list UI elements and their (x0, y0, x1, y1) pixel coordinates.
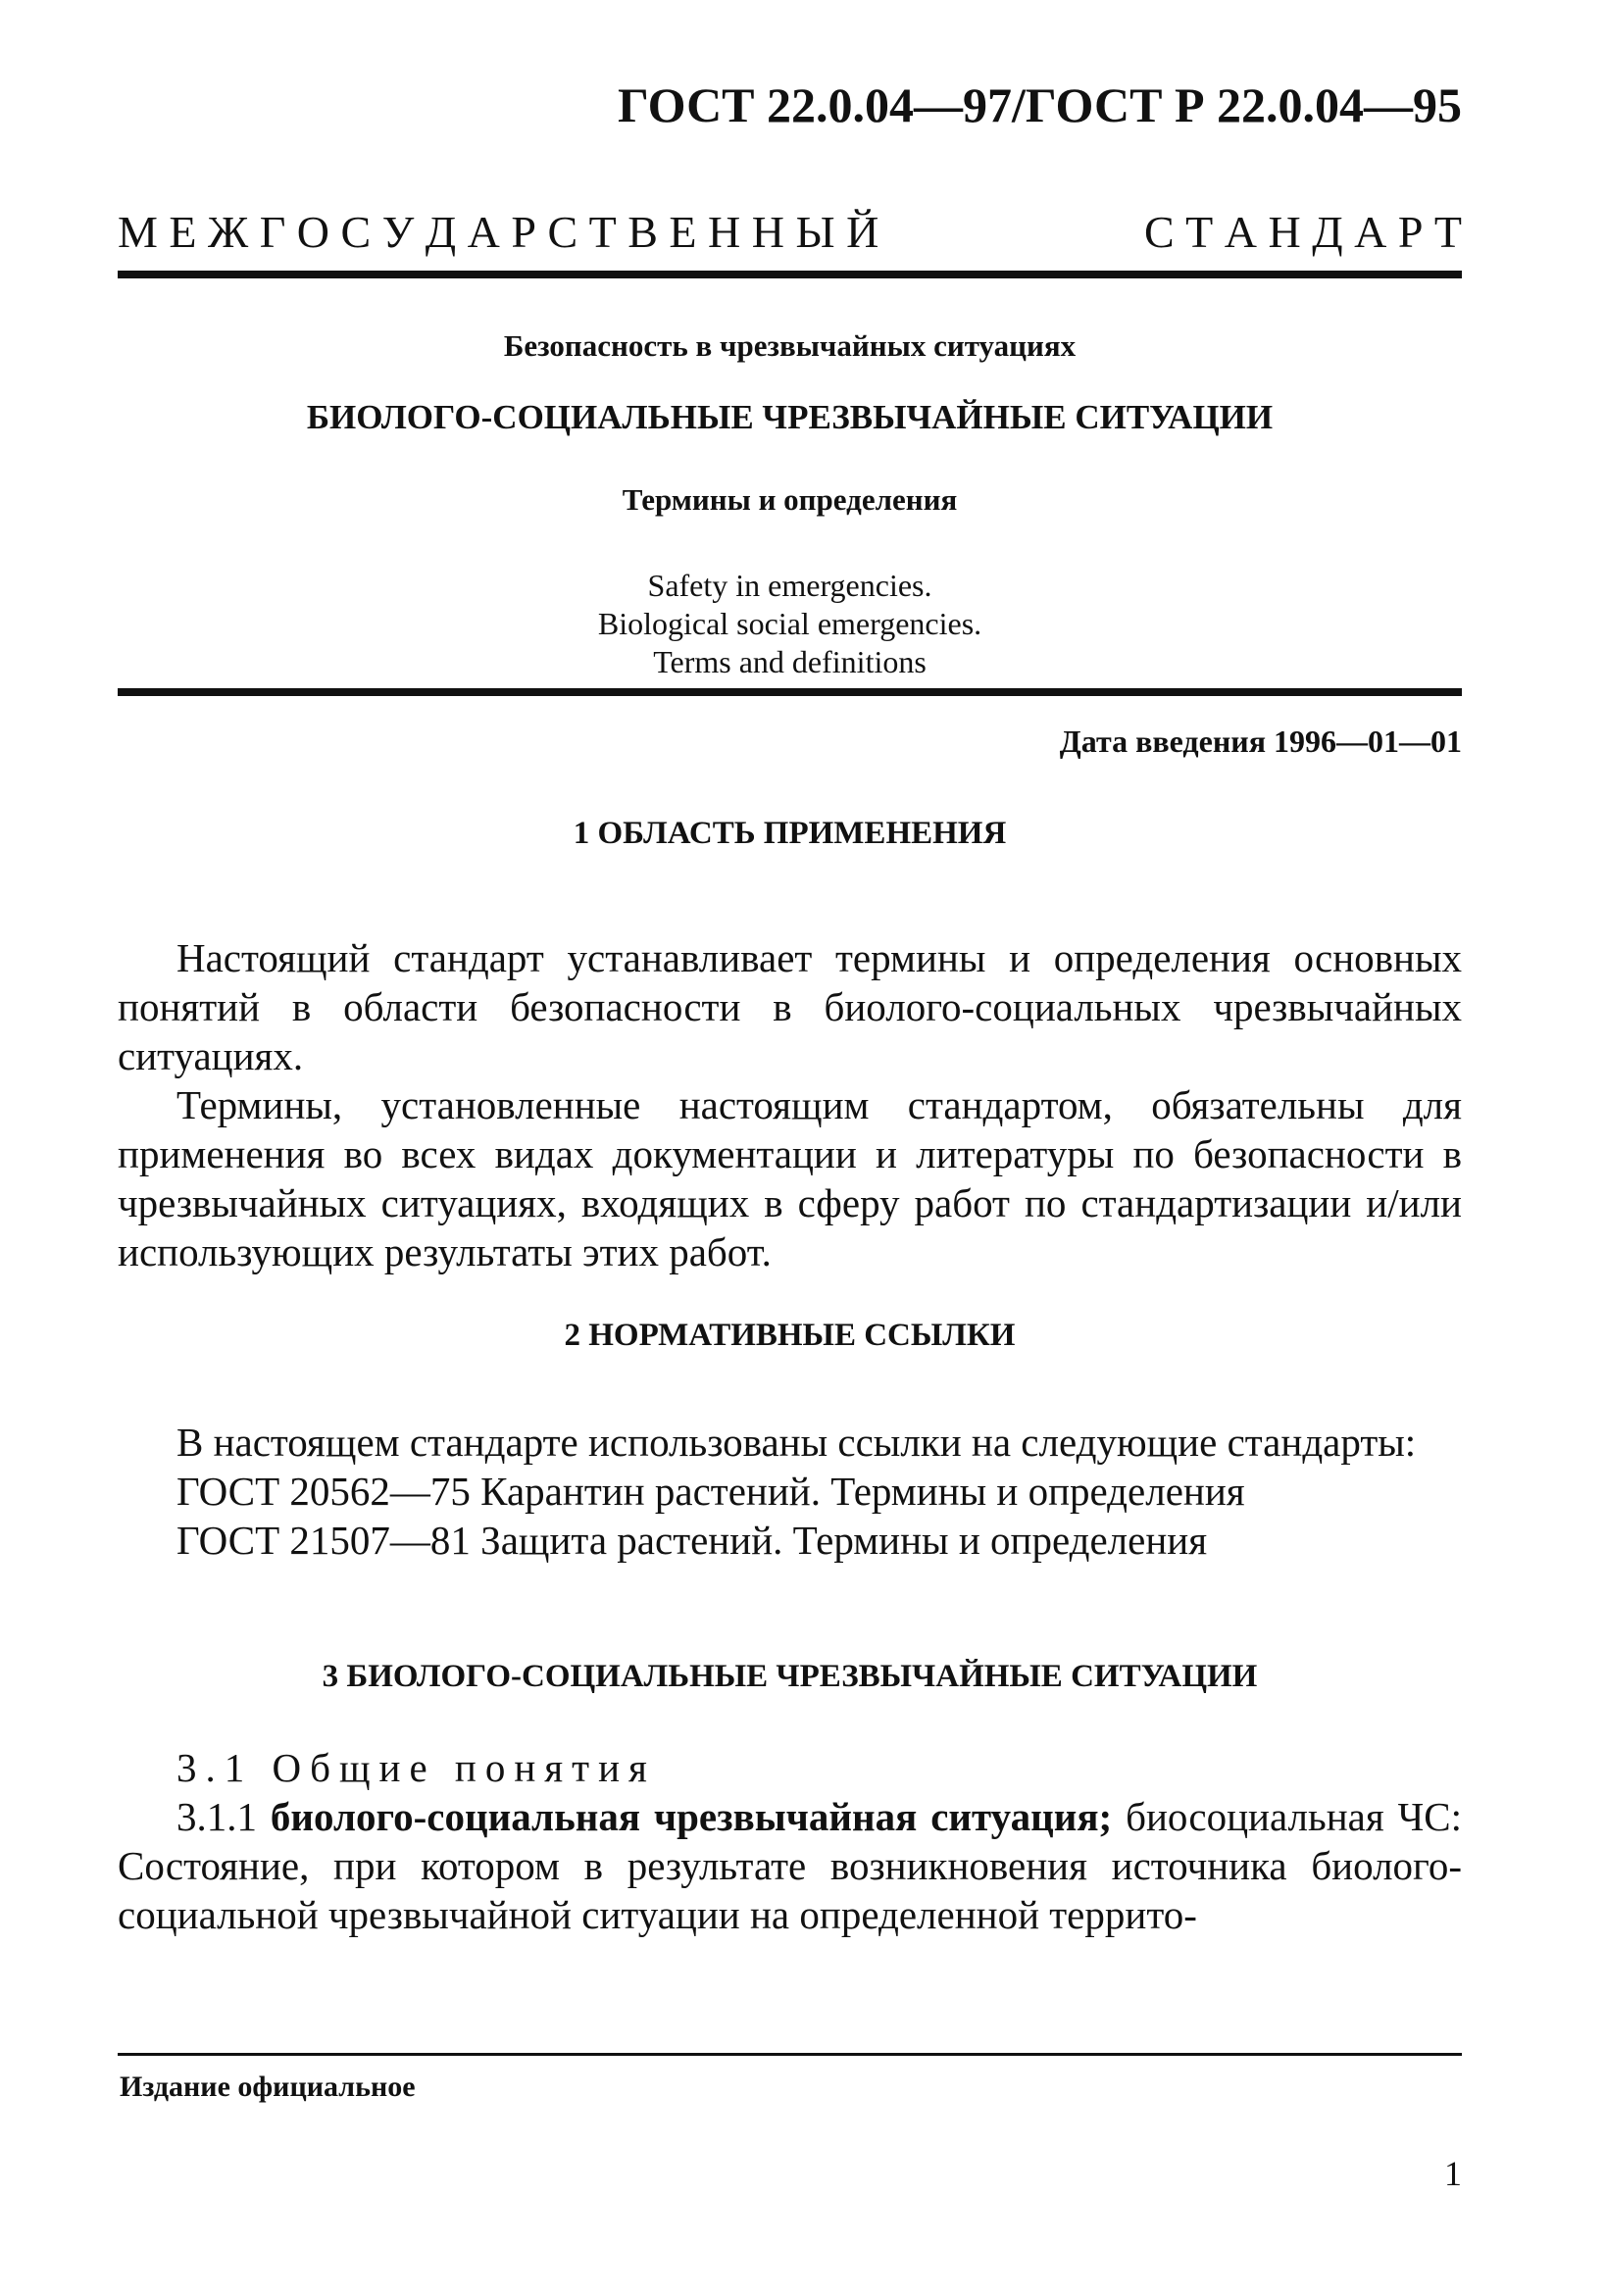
definition-text: биосоциальная ЧС: Состояние, при котором в результате возникновения источника биолого-социальной чрезвычайной ситуации на определенной террито- (118, 1794, 1462, 1937)
standard-type-heading (118, 206, 1462, 258)
subject-line: Безопасность в чрезвычайных ситуациях (503, 328, 1077, 363)
english-title (118, 567, 1462, 681)
reference-item: ГОСТ 21507—81 Защита растений. Термины и определения (176, 1518, 1208, 1563)
section-1-body (118, 933, 1462, 1276)
defined-term: биолого-социальная чрезвычайная ситуация; (270, 1794, 1113, 1839)
document-subtitle: Термины и определения (622, 482, 958, 517)
footer-divider (118, 2053, 1462, 2056)
section-2-body (118, 1418, 1462, 1565)
english-title-line: Terms and definitions (653, 644, 927, 679)
english-title-line: Biological social emergencies. (597, 606, 982, 641)
section-3-heading: 3 БИОЛОГО-СОЦИАЛЬНЫЕ ЧРЕЗВЫЧАЙНЫЕ СИТУАЦИИ (322, 1659, 1258, 1694)
header-divider (118, 271, 1462, 278)
title-divider (118, 688, 1462, 696)
section-2-heading: 2 НОРМАТИВНЫЕ ССЫЛКИ (564, 1318, 1016, 1353)
standard-code: ГОСТ 22.0.04—97/ГОСТ Р 22.0.04—95 (618, 77, 1462, 132)
reference-item: ГОСТ 20562—75 Карантин растений. Термины и определения (176, 1469, 1245, 1514)
english-title-line: Safety in emergencies. (647, 568, 932, 603)
standard-type-word-1: М Е Ж Г О С У Д А Р С Т В Е Н Н Ы Й (118, 207, 879, 257)
standard-type-word-2: С Т А Н Д А Р Т (1144, 207, 1462, 257)
introduction-date: Дата введения 1996—01—01 (1059, 724, 1462, 759)
section-3-body (118, 1743, 1462, 1939)
paragraph: В настоящем стандарте использованы ссылки на следующие стандарты: (176, 1420, 1417, 1465)
item-number: 3.1.1 (176, 1794, 257, 1839)
paragraph: Термины, установленные настоящим стандартом, обязательны для применения во всех видах документации и литературы по безопасности в чрезвычайных ситуациях, входящих в сферу работ по стандартизации и/или использующих результаты этих работ. (118, 1082, 1462, 1274)
section-1-heading: 1 ОБЛАСТЬ ПРИМЕНЕНИЯ (573, 816, 1007, 851)
paragraph: Настоящий стандарт устанавливает термины и определения основных понятий в области безопасности в биолого-социальных чрезвычайных ситуациях. (118, 935, 1462, 1078)
page-number: 1 (1444, 2154, 1462, 2193)
subsection-title: 3.1 Общие понятия (176, 1745, 656, 1790)
official-edition-label: Издание официальное (120, 2071, 416, 2103)
definition-paragraph (118, 1792, 1462, 1939)
document-title: БИОЛОГО-СОЦИАЛЬНЫЕ ЧРЕЗВЫЧАЙНЫЕ СИТУАЦИИ (306, 398, 1274, 436)
